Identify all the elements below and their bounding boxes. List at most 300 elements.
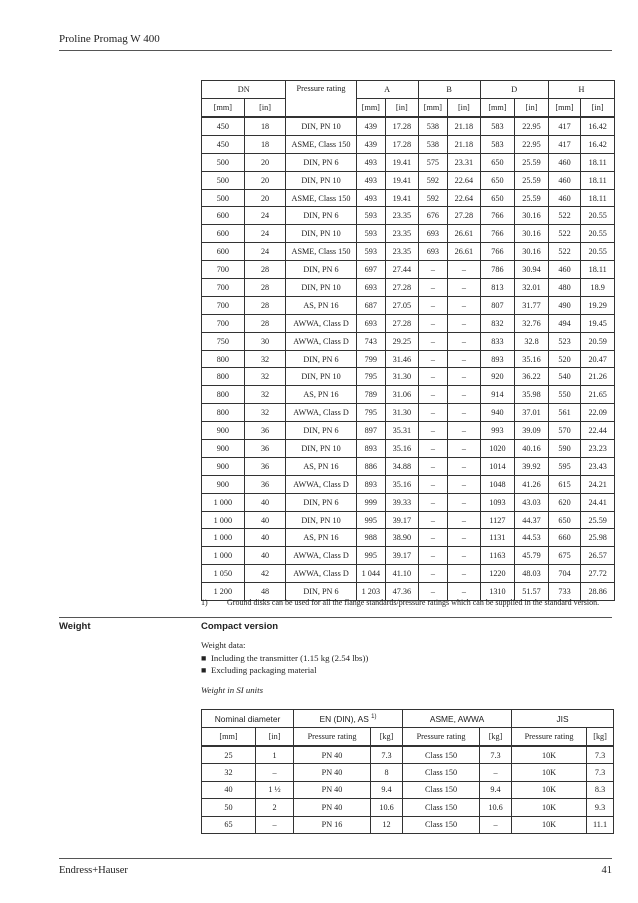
table-cell: DIN, PN 10 [286,225,356,243]
table-cell: 540 [548,368,581,386]
table-cell: 9.3 [587,799,614,816]
table-cell: – [418,386,447,404]
table-cell: 50 [202,799,256,816]
col-group-a: A [356,81,418,99]
table-cell: PN 40 [294,799,371,816]
table-row [202,207,615,225]
table-cell: – [448,296,481,314]
table-cell: 9.4 [480,781,512,798]
table-cell: – [480,764,512,781]
table-cell: 500 [202,153,245,171]
table-cell: 19.41 [386,171,419,189]
table-row [202,386,615,404]
table-cell: – [418,422,447,440]
table-cell: 24 [244,243,286,261]
table-cell: – [448,386,481,404]
table-cell: – [448,583,481,601]
table-cell: 799 [356,350,385,368]
table-cell: 40 [244,493,286,511]
table-cell: 30.16 [515,225,549,243]
weight-data-block [201,639,368,677]
table-cell: – [418,493,447,511]
unit-h-in: [in] [581,99,615,118]
table-cell: – [418,296,447,314]
table-cell: 25 [202,746,256,764]
col-group-dn: DN [202,81,286,99]
table-cell: DIN, PN 10 [286,117,356,135]
table-cell: 24 [244,225,286,243]
table-cell: 920 [480,368,515,386]
table-cell: 590 [548,440,581,458]
table-cell: 30.94 [515,261,549,279]
table-cell: 39.17 [386,547,419,565]
table-cell: 676 [418,207,447,225]
table-cell: 25.59 [581,511,615,529]
table-cell: – [418,261,447,279]
col-group-d: D [480,81,548,99]
table-cell: 28.86 [581,583,615,601]
unit-dn-mm: [mm] [202,99,245,118]
table-cell: – [448,279,481,297]
table-cell: 24 [244,207,286,225]
table-cell: 1310 [480,583,515,601]
table-cell: 1 044 [356,565,385,583]
table-cell: 32 [202,764,256,781]
table-cell: 795 [356,368,385,386]
table-cell: 523 [548,332,581,350]
table-cell: – [448,314,481,332]
table-cell: 460 [548,189,581,207]
table-row [202,117,615,135]
table-cell: 31.30 [386,368,419,386]
table-cell: DIN, PN 6 [286,583,356,601]
table-cell: DIN, PN 10 [286,279,356,297]
table-cell: 10K [512,799,587,816]
table-cell: PN 40 [294,746,371,764]
table-cell: 23.35 [386,225,419,243]
table-cell: 19.45 [581,314,615,332]
table-cell: 40 [244,547,286,565]
table-cell: 693 [356,314,385,332]
table-cell: – [418,475,447,493]
table-cell: 832 [480,314,515,332]
table-cell: 700 [202,279,245,297]
unit-b-in: [in] [448,99,481,118]
table-row [202,781,614,798]
compact-version-title: Compact version [201,621,279,632]
table-row [202,314,615,332]
unit-jis-kg: [kg] [587,728,614,747]
table-row [202,350,615,368]
table-cell: 30 [244,332,286,350]
table-cell: 704 [548,565,581,583]
table-cell: 1 050 [202,565,245,583]
table-cell: 893 [356,475,385,493]
table-cell: 23.23 [581,440,615,458]
table-cell: 450 [202,135,245,153]
table-cell: 795 [356,404,385,422]
table-cell: 22.95 [515,117,549,135]
table-cell: 8.3 [587,781,614,798]
table-cell: 19.41 [386,189,419,207]
header-title: Proline Promag W 400 [59,33,160,45]
dimensions-table-body [202,117,615,601]
table-cell: 743 [356,332,385,350]
table-cell: 16.42 [581,135,615,153]
table-cell: 593 [356,207,385,225]
table-cell: 583 [480,135,515,153]
table-cell: 600 [202,225,245,243]
table-cell: – [448,529,481,547]
table-cell: 687 [356,296,385,314]
table-cell: 42 [244,565,286,583]
square-bullet-icon: ■ [201,665,207,675]
table-cell: 21.18 [448,135,481,153]
table-cell: 20.59 [581,332,615,350]
table-cell: 17.28 [386,117,419,135]
table-cell: 593 [356,243,385,261]
table-cell: 20.55 [581,225,615,243]
table-cell: – [418,547,447,565]
footnote [201,598,599,607]
table-cell: 48.03 [515,565,549,583]
table-cell: 439 [356,135,385,153]
table-cell: – [418,279,447,297]
table-cell: 538 [418,117,447,135]
table-cell: 900 [202,440,245,458]
table-row [202,475,615,493]
table-cell: 18.11 [581,171,615,189]
table-cell: 1020 [480,440,515,458]
table-row [202,440,615,458]
table-cell: 800 [202,350,245,368]
table-cell: 700 [202,261,245,279]
table-cell: 988 [356,529,385,547]
table-cell: AWWA, Class D [286,547,356,565]
table-cell: 1 000 [202,529,245,547]
table-cell: 693 [418,243,447,261]
table-cell: 32 [244,350,286,368]
table-cell: 522 [548,207,581,225]
table-cell: 8 [371,764,403,781]
table-cell: 500 [202,189,245,207]
table-cell: 31.46 [386,350,419,368]
table-cell: 40 [244,511,286,529]
table-cell: – [256,764,294,781]
table-cell: 26.61 [448,225,481,243]
table-cell: – [418,529,447,547]
table-cell: 595 [548,457,581,475]
footer-divider [59,858,612,859]
table-cell: – [418,457,447,475]
table-row [202,511,615,529]
table-cell: 37.01 [515,404,549,422]
table-cell: – [448,457,481,475]
table-cell: DIN, PN 6 [286,422,356,440]
table-cell: – [256,816,294,833]
table-cell: 700 [202,296,245,314]
table-row [202,296,615,314]
table-cell: 460 [548,171,581,189]
table-cell: 35.16 [515,350,549,368]
unit-jis-pressure: Pressure rating [512,728,587,747]
table-cell: 21.65 [581,386,615,404]
table-cell: ASME, Class 150 [286,243,356,261]
col-pressure-rating: Pressure rating [286,81,356,118]
table-row [202,171,615,189]
table-cell: 51.57 [515,583,549,601]
table-row [202,816,614,833]
table-cell: AS, PN 16 [286,386,356,404]
table-cell: 7.3 [480,746,512,764]
table-cell: 1 ½ [256,781,294,798]
table-cell: ASME, Class 150 [286,189,356,207]
table-cell: 27.05 [386,296,419,314]
table-row [202,225,615,243]
table-cell: 766 [480,243,515,261]
table-cell: 1 000 [202,511,245,529]
table-cell: 570 [548,422,581,440]
table-cell: DIN, PN 6 [286,493,356,511]
unit-in: [in] [256,728,294,747]
table-cell: 18.11 [581,153,615,171]
table-cell: AWWA, Class D [286,332,356,350]
table-cell: 733 [548,583,581,601]
table-cell: – [418,404,447,422]
table-cell: 940 [480,404,515,422]
table-cell: DIN, PN 10 [286,511,356,529]
table-cell: – [448,440,481,458]
table-cell: 700 [202,314,245,332]
table-cell: AS, PN 16 [286,296,356,314]
table-cell: 31.77 [515,296,549,314]
table-cell: 439 [356,117,385,135]
table-cell: Class 150 [403,781,480,798]
table-cell: Class 150 [403,816,480,833]
table-cell: 19.41 [386,153,419,171]
table-cell: 18.11 [581,261,615,279]
table-cell: 28 [244,261,286,279]
square-bullet-icon: ■ [201,652,207,663]
section-divider [59,617,612,618]
weight-table-body [202,746,614,833]
table-cell: 675 [548,547,581,565]
table-row [202,243,615,261]
table-cell: 9.4 [371,781,403,798]
table-cell: – [418,332,447,350]
table-cell: – [448,368,481,386]
table-cell: 813 [480,279,515,297]
weight-table [201,709,614,834]
table-cell: 26.61 [448,243,481,261]
table-cell: 11.1 [587,816,614,833]
table-cell: 20 [244,171,286,189]
table-cell: AWWA, Class D [286,404,356,422]
table-cell: 600 [202,243,245,261]
table-cell: 10K [512,781,587,798]
unit-en-pressure: Pressure rating [294,728,371,747]
table-cell: 592 [418,189,447,207]
table-cell: 650 [480,171,515,189]
table-cell: 36 [244,422,286,440]
weight-data-title: Weight data: [201,640,246,650]
table-cell: – [448,332,481,350]
table-cell: 16.42 [581,117,615,135]
table-cell: 34.88 [386,457,419,475]
table-cell: 800 [202,386,245,404]
table-cell: 2 [256,799,294,816]
table-cell: 22.95 [515,135,549,153]
table-cell: 27.28 [386,314,419,332]
table-cell: Class 150 [403,799,480,816]
table-cell: 35.31 [386,422,419,440]
table-cell: 20.47 [581,350,615,368]
footnote-number: 1) [201,598,208,607]
col-group-asme-awwa: ASME, AWWA [403,710,512,728]
section-label-weight: Weight [59,621,91,632]
table-cell: 35.98 [515,386,549,404]
table-cell: 39.33 [386,493,419,511]
table-cell: 650 [480,153,515,171]
unit-h-mm: [mm] [548,99,581,118]
weight-unit-header [202,728,614,747]
table-cell: 750 [202,332,245,350]
table-cell: 39.17 [386,511,419,529]
table-cell: DIN, PN 6 [286,261,356,279]
table-cell: 1220 [480,565,515,583]
table-cell: 36 [244,457,286,475]
unit-b-mm: [mm] [418,99,447,118]
table-cell: 23.35 [386,207,419,225]
unit-a-mm: [mm] [356,99,385,118]
table-cell: AS, PN 16 [286,457,356,475]
table-cell: 36.22 [515,368,549,386]
unit-mm: [mm] [202,728,256,747]
table-cell: 20 [244,153,286,171]
table-cell: 460 [548,261,581,279]
table-cell: DIN, PN 10 [286,171,356,189]
table-cell: 886 [356,457,385,475]
table-cell: 897 [356,422,385,440]
table-cell: 27.28 [448,207,481,225]
col-group-en-din-as: EN (DIN), AS $^{1)}$ [294,710,403,728]
table-cell: 21.26 [581,368,615,386]
table-cell: 1127 [480,511,515,529]
table-row [202,746,614,764]
table-cell: 47.36 [386,583,419,601]
table-cell: 7.3 [587,764,614,781]
col-group-b: B [418,81,480,99]
table-row [202,547,615,565]
table-cell: – [448,493,481,511]
table-cell: 48 [244,583,286,601]
table-cell: 520 [548,350,581,368]
table-cell: 494 [548,314,581,332]
table-cell: 493 [356,189,385,207]
table-cell: 995 [356,511,385,529]
table-cell: 45.79 [515,547,549,565]
table-cell: DIN, PN 6 [286,153,356,171]
table-cell: 31.30 [386,404,419,422]
table-cell: 22.64 [448,189,481,207]
table-row [202,135,615,153]
table-cell: 900 [202,475,245,493]
table-cell: 480 [548,279,581,297]
weight-bullet-item: ■ Including the transmitter (1.15 kg (2.54 lbs)) [201,652,369,663]
table-cell: PN 40 [294,764,371,781]
table-cell: – [418,314,447,332]
table-cell: 65 [202,816,256,833]
table-cell: 615 [548,475,581,493]
table-cell: 19.29 [581,296,615,314]
weight-si-title: Weight in SI units [201,685,263,695]
table-cell: 650 [480,189,515,207]
table-cell: 10.6 [371,799,403,816]
table-cell: 22.64 [448,171,481,189]
table-cell: 40 [244,529,286,547]
table-cell: 766 [480,225,515,243]
table-row [202,153,615,171]
table-cell: 39.92 [515,457,549,475]
table-cell: 800 [202,368,245,386]
table-cell: DIN, PN 10 [286,368,356,386]
table-cell: 28 [244,314,286,332]
table-row [202,529,615,547]
table-row [202,261,615,279]
table-row [202,764,614,781]
table-cell: 450 [202,117,245,135]
col-group-jis: JIS [512,710,614,728]
table-cell: AWWA, Class D [286,475,356,493]
table-cell: 32 [244,386,286,404]
table-cell: DIN, PN 6 [286,207,356,225]
table-cell: PN 40 [294,781,371,798]
page-number: 41 [601,865,612,876]
table-cell: – [418,511,447,529]
table-cell: 493 [356,153,385,171]
table-cell: AWWA, Class D [286,314,356,332]
table-cell: – [418,565,447,583]
table-cell: 32.8 [515,332,549,350]
table-cell: 1 203 [356,583,385,601]
footer-company: Endress+Hauser [59,865,128,876]
table-cell: 561 [548,404,581,422]
table-cell: 41.26 [515,475,549,493]
unit-d-in: [in] [515,99,549,118]
table-cell: – [448,475,481,493]
table-cell: 1 000 [202,493,245,511]
table-row [202,422,615,440]
table-cell: ASME, Class 150 [286,135,356,153]
table-cell: 900 [202,422,245,440]
col-group-h: H [548,81,614,99]
table-cell: DIN, PN 10 [286,440,356,458]
table-cell: 40 [202,781,256,798]
table-cell: 650 [548,511,581,529]
table-row [202,565,615,583]
table-cell: 23.35 [386,243,419,261]
table-cell: 28 [244,279,286,297]
table-cell: 417 [548,135,581,153]
table-cell: 460 [548,153,581,171]
table-cell: 10K [512,746,587,764]
header-divider [59,50,612,51]
table-cell: 26.57 [581,547,615,565]
unit-a-in: [in] [386,99,419,118]
table-cell: 766 [480,207,515,225]
table-cell: 786 [480,261,515,279]
dims-unit-header [202,99,615,118]
